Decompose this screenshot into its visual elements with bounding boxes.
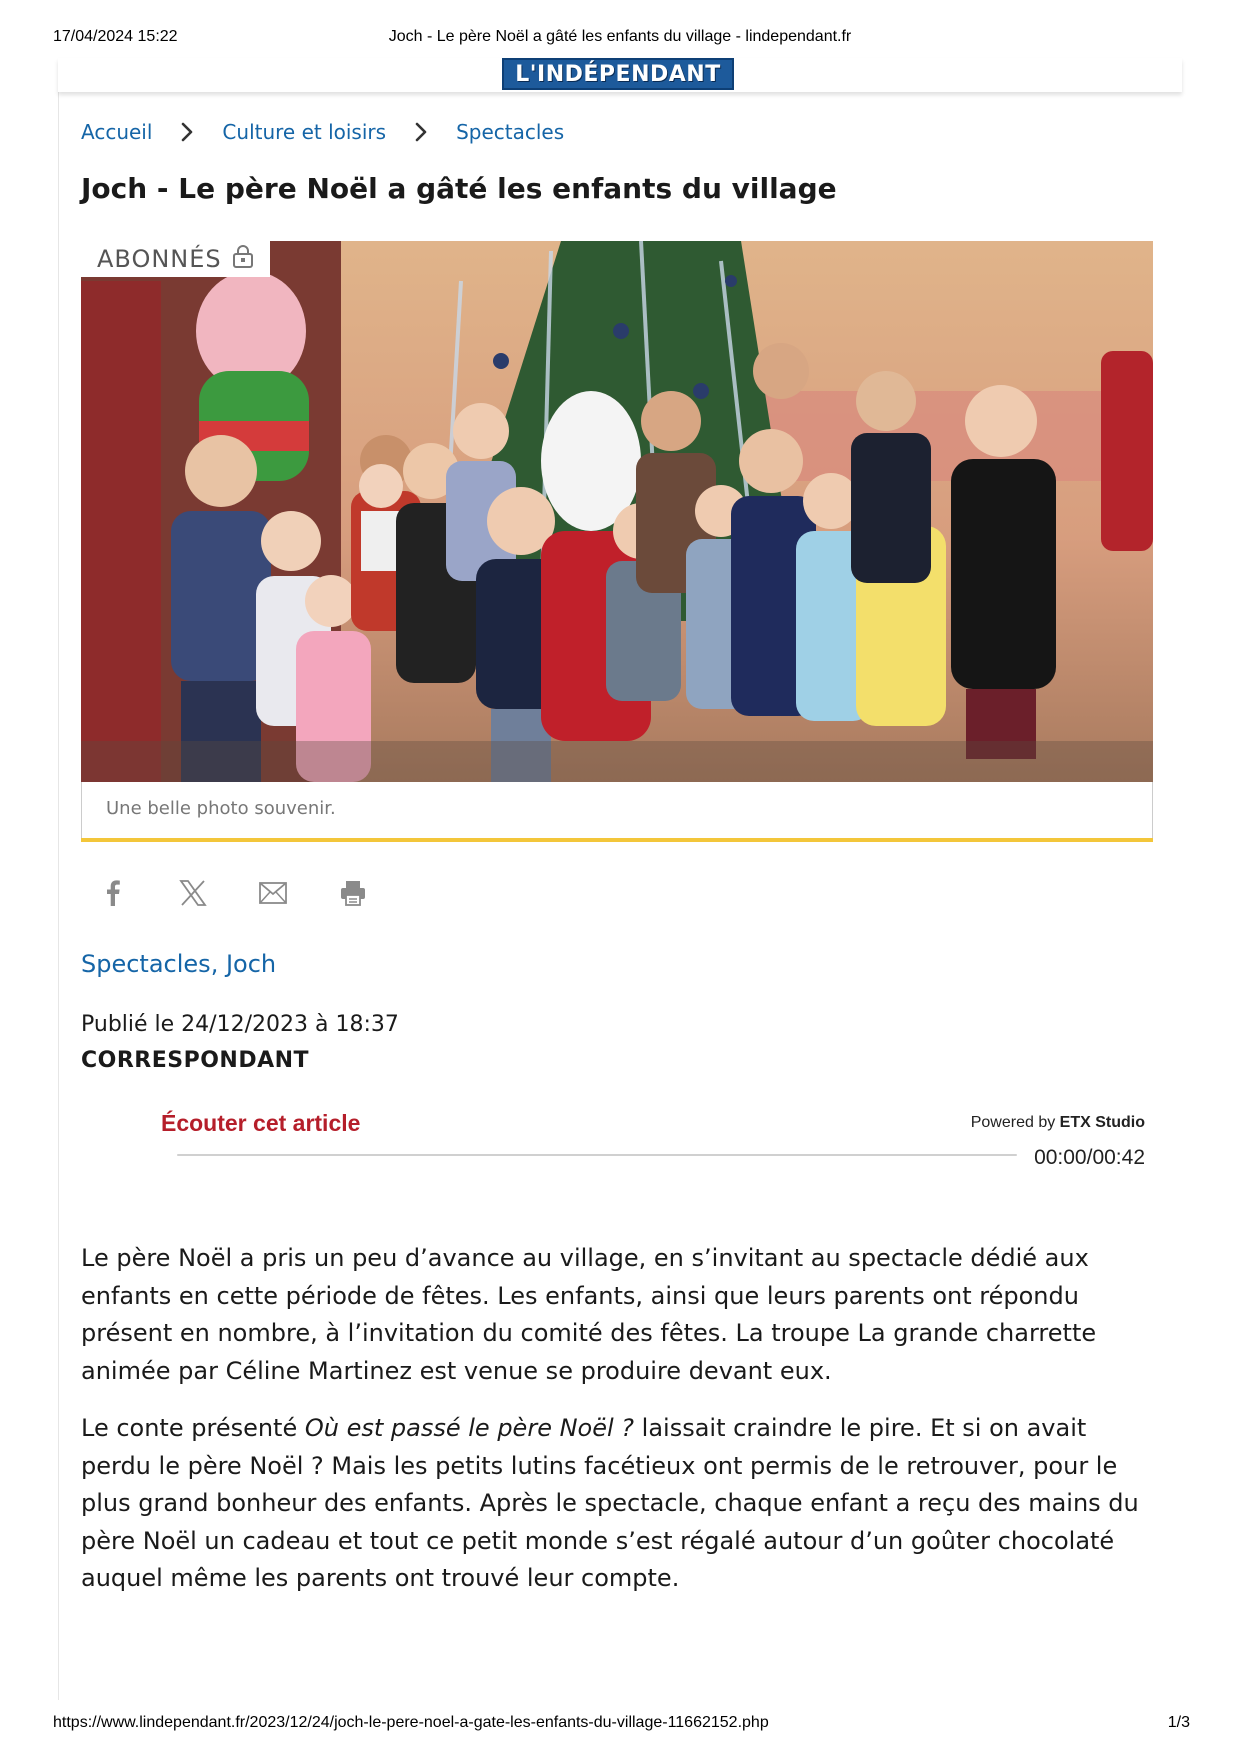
photo-illustration	[81, 241, 1153, 782]
tag-joch[interactable]: Joch	[225, 950, 277, 978]
body-text-segment: laissait craindre le pire. Et si on avait perdu le père Noël ? Mais les petits lutins facétieux ont permis de le retrouver, pour le plus grand bonheur des enfants. Après le spectacle, chaque enfant a reçu des mains du père Noël un cadeau et tout ce petit monde s’est régalé autour d’un goûter chocolaté auquel même les parents ont trouvé leur compte.	[81, 1414, 1139, 1592]
breadcrumb-home[interactable]: Accueil	[81, 120, 153, 144]
powered-by	[971, 1114, 1145, 1132]
lock-icon	[232, 244, 254, 274]
body-paragraph	[81, 1410, 1161, 1598]
print-page-number: 1/3	[1167, 1714, 1190, 1731]
print-footer	[0, 1714, 1240, 1738]
powered-by-prefix: Powered by	[970, 1114, 1056, 1131]
photo-caption: Une belle photo souvenir.	[106, 798, 336, 819]
page-frame-border	[58, 60, 59, 1700]
publish-date: Publié le 24/12/2023 à 18:37	[81, 1012, 399, 1037]
story-title: Où est passé le père Noël ?	[304, 1414, 635, 1442]
body-text-segment: Le conte présenté	[81, 1414, 305, 1442]
mail-icon[interactable]	[256, 876, 290, 910]
caption-accent-bar	[81, 838, 1153, 842]
breadcrumb	[81, 117, 564, 147]
article-figure	[81, 241, 1153, 842]
badge-label: ABONNÉS	[97, 245, 222, 273]
x-icon[interactable]	[176, 876, 210, 910]
article-tags	[81, 950, 276, 978]
audio-timer: 00:00/00:42	[1034, 1146, 1145, 1169]
article-author: CORRESPONDANT	[81, 1048, 310, 1073]
breadcrumb-spectacles[interactable]: Spectacles	[456, 120, 565, 144]
listen-button[interactable]: Écouter cet article	[161, 1110, 361, 1136]
breadcrumb-culture[interactable]: Culture et loisirs	[222, 120, 387, 144]
print-page-title: Joch - Le père Noël a gâté les enfants du village - lindependant.fr	[388, 28, 852, 45]
facebook-icon[interactable]	[96, 876, 130, 910]
print-url: https://www.lindependant.fr/2023/12/24/joch-le-pere-noel-a-gate-les-enfants-du-village-11662152.php	[53, 1714, 769, 1731]
body-paragraph: Le père Noël a pris un peu d’avance au village, en s’invitant au spectacle dédié aux enfants en cette période de fêtes. Les enfants, ainsi que leurs parents ont répondu présent en nombre, à l’invitation du comité des fêtes. La troupe La grande charrette animée par Céline Martinez est venue se produire devant eux.	[81, 1244, 1097, 1385]
print-icon[interactable]	[336, 876, 370, 910]
article-body	[81, 1240, 1161, 1618]
logo-text: L'INDÉPENDANT	[515, 61, 721, 87]
audio-progress-bar[interactable]	[177, 1154, 1017, 1156]
article-photo	[81, 241, 1153, 782]
site-logo[interactable]	[502, 58, 734, 90]
subscribers-badge	[81, 241, 270, 277]
tag-separator: ,	[210, 950, 226, 978]
print-header	[0, 28, 1240, 52]
caption-box	[81, 782, 1153, 839]
share-bar	[96, 876, 370, 910]
site-header	[58, 58, 1182, 92]
chevron-right-icon	[406, 121, 436, 143]
tag-spectacles[interactable]: Spectacles	[81, 950, 211, 978]
article-title: Joch - Le père Noël a gâté les enfants du village	[81, 172, 837, 205]
chevron-right-icon	[172, 121, 202, 143]
print-datetime: 17/04/2024 15:22	[53, 28, 178, 45]
audio-player	[161, 1108, 1145, 1188]
powered-by-brand: ETX Studio	[1059, 1114, 1145, 1131]
